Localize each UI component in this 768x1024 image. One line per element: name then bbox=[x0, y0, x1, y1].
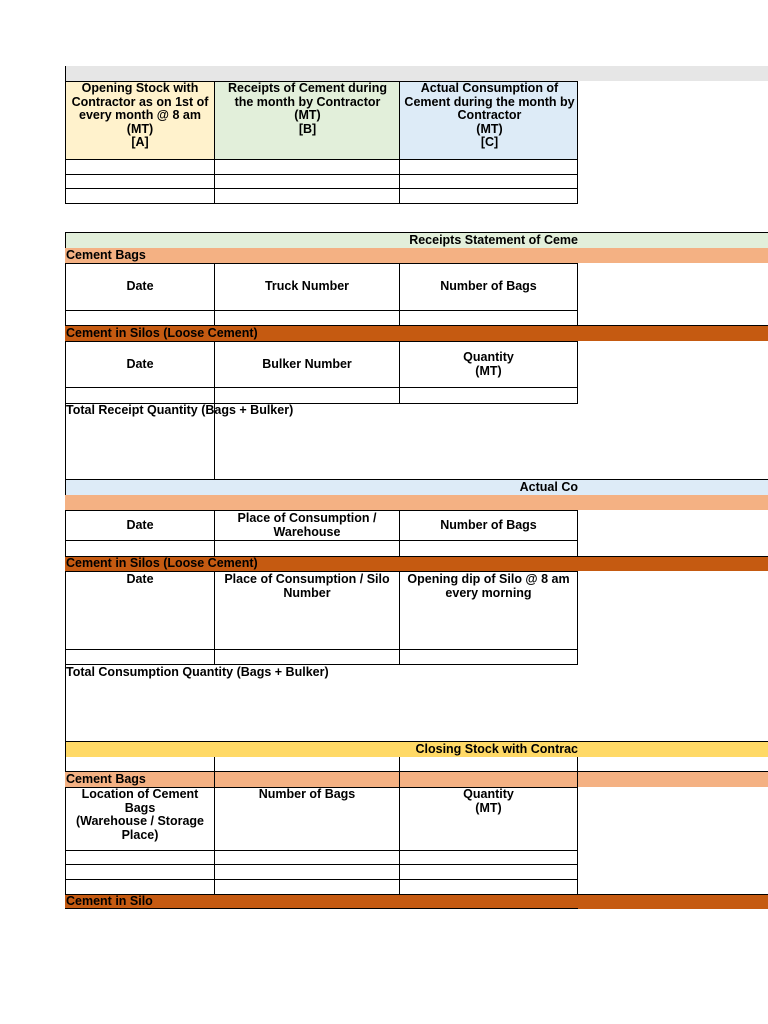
receipts-line: Receipts of Cement during bbox=[227, 82, 388, 95]
consumption-silos-label: Cement in Silos (Loose Cement) bbox=[66, 556, 258, 570]
closing-blank-row bbox=[65, 757, 578, 772]
quantity-line: Quantity bbox=[463, 788, 514, 801]
receipts-line: [B] bbox=[298, 121, 317, 136]
receipts-silos-header-date: Date bbox=[126, 356, 154, 371]
consumption-bags-header-place bbox=[214, 510, 400, 541]
closing-silo-bar bbox=[65, 894, 768, 909]
closing-silo-label: Cement in Silo bbox=[66, 894, 153, 908]
closing-header-quantity bbox=[399, 788, 578, 850]
summary-table bbox=[65, 81, 578, 204]
opening-stock-line: (MT) bbox=[126, 121, 154, 136]
receipts-bags-header-date: Date bbox=[126, 278, 154, 293]
consumption-bags-header-count: Number of Bags bbox=[440, 517, 537, 532]
opening-stock-line: every month @ 8 am bbox=[79, 108, 201, 122]
closing-bags-label: Cement Bags bbox=[66, 772, 146, 786]
consumption-total-label: Total Consumption Quantity (Bags + Bulker) bbox=[66, 665, 329, 679]
receipts-bags-header-truck: Truck Number bbox=[264, 278, 350, 293]
top-header-strip bbox=[66, 66, 768, 81]
unit-line: (MT) bbox=[475, 800, 502, 815]
consumption-header bbox=[399, 82, 580, 159]
receipts-bags-header-count: Number of Bags bbox=[440, 278, 537, 293]
receipts-bags-table bbox=[65, 263, 578, 326]
consumption-line: [C] bbox=[480, 135, 499, 149]
receipts-silos-header-bulker: Bulker Number bbox=[262, 356, 352, 371]
closing-header-location bbox=[65, 788, 215, 850]
location-line: Place) bbox=[121, 827, 159, 842]
place-line: Warehouse bbox=[273, 524, 341, 539]
consumption-title: Actual Co bbox=[519, 480, 578, 494]
consumption-silos-header-dip bbox=[399, 573, 578, 649]
opening-stock-line: Contractor as on 1st of bbox=[71, 94, 209, 109]
place-line: Place of Consumption / bbox=[237, 511, 377, 525]
receipts-silos-table bbox=[65, 341, 578, 404]
opening-stock-line: Opening Stock with bbox=[81, 82, 199, 95]
dip-line: every morning bbox=[445, 585, 532, 600]
consumption-line: Contractor bbox=[457, 108, 522, 122]
receipts-line: the month by Contractor bbox=[234, 94, 381, 109]
closing-bags-bar bbox=[65, 771, 768, 787]
dip-line: Opening dip of Silo @ 8 am bbox=[407, 573, 570, 586]
receipts-bags-label: Cement Bags bbox=[66, 248, 146, 262]
consumption-bags-table bbox=[65, 510, 578, 557]
receipts-header bbox=[215, 82, 400, 159]
closing-bags-table bbox=[65, 787, 578, 895]
opening-stock-header bbox=[65, 82, 215, 159]
quantity-line: Quantity bbox=[463, 350, 514, 364]
opening-stock-line: [A] bbox=[131, 135, 149, 149]
consumption-bags-header-date: Date bbox=[126, 517, 154, 532]
receipts-title: Receipts Statement of Ceme bbox=[409, 233, 578, 247]
consumption-title-bar bbox=[65, 479, 768, 495]
receipts-line: (MT) bbox=[294, 108, 321, 122]
receipts-silos-header-quantity bbox=[399, 341, 578, 388]
receipts-silos-label: Cement in Silos (Loose Cement) bbox=[66, 326, 258, 340]
receipts-bags-bar bbox=[65, 248, 768, 263]
location-line: Location of Cement bbox=[81, 788, 199, 801]
place-line: Place of Consumption / Silo bbox=[224, 573, 390, 586]
location-line: Bags bbox=[124, 800, 156, 815]
consumption-bags-bar bbox=[65, 495, 768, 510]
consumption-silos-header-place bbox=[214, 573, 400, 649]
consumption-line: Actual Consumption of bbox=[420, 82, 559, 95]
place-line: Number bbox=[283, 585, 331, 600]
closing-title: Closing Stock with Contrac bbox=[415, 742, 578, 756]
consumption-silos-header-date: Date bbox=[126, 573, 154, 586]
unit-line: (MT) bbox=[475, 363, 502, 378]
consumption-line: Cement during the month by bbox=[404, 94, 575, 109]
location-line: (Warehouse / Storage bbox=[75, 814, 205, 828]
closing-header-bags: Number of Bags bbox=[258, 788, 356, 801]
receipts-total-label: Total Receipt Quantity (Bags + Bulker) bbox=[66, 403, 294, 417]
consumption-line: (MT) bbox=[476, 121, 503, 136]
consumption-silos-table bbox=[65, 571, 578, 665]
